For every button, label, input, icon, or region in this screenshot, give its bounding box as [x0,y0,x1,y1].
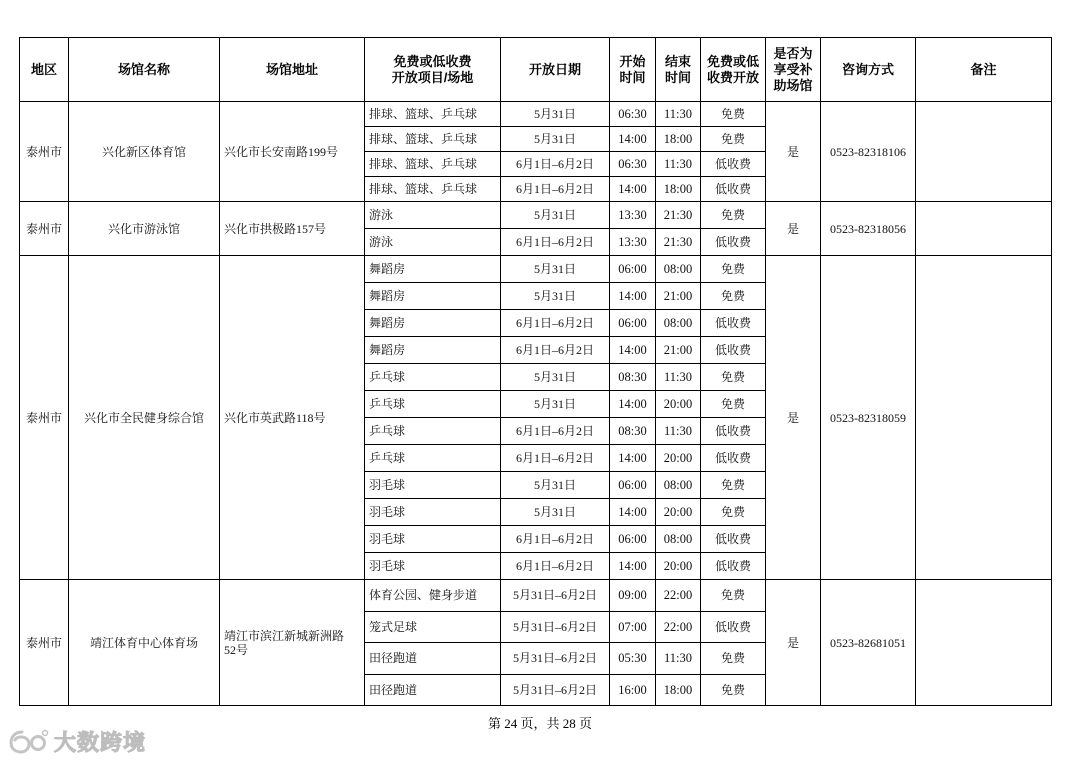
session-fee-type-cell: 低收费 [701,310,766,337]
session-start-time-cell: 14:00 [610,127,656,152]
session-start-time-cell: 07:00 [610,611,656,643]
session-date-cell: 6月1日–6月2日 [501,418,610,445]
venue-name-cell: 靖江体育中心体育场 [69,580,220,706]
contact-cell: 0523-82318106 [821,102,916,202]
session-item-cell: 舞蹈房 [365,337,501,364]
session-fee-type-cell: 免费 [701,256,766,283]
session-fee-type-cell: 免费 [701,364,766,391]
session-end-time-cell: 21:00 [656,283,701,310]
session-start-time-cell: 06:00 [610,526,656,553]
session-date-cell: 6月1日–6月2日 [501,310,610,337]
contact-cell: 0523-82681051 [821,580,916,706]
session-date-cell: 5月31日–6月2日 [501,580,610,612]
session-date-cell: 6月1日–6月2日 [501,337,610,364]
session-start-time-cell: 08:30 [610,364,656,391]
session-item-cell: 乒乓球 [365,364,501,391]
session-date-cell: 5月31日 [501,102,610,127]
venue-group [20,256,1052,580]
session-start-time-cell: 06:00 [610,472,656,499]
table-row [20,580,1052,612]
session-item-cell: 田径跑道 [365,674,501,706]
subsidized-cell: 是 [766,580,821,706]
session-end-time-cell: 08:00 [656,310,701,337]
venue-group [20,102,1052,202]
venue-name-cell: 兴化市游泳馆 [69,202,220,256]
session-date-cell: 6月1日–6月2日 [501,526,610,553]
session-date-cell: 5月31日 [501,283,610,310]
brand-logo-icon [8,728,50,754]
session-item-cell: 舞蹈房 [365,256,501,283]
session-start-time-cell: 14:00 [610,499,656,526]
session-end-time-cell: 22:00 [656,580,701,612]
session-end-time-cell: 11:30 [656,102,701,127]
session-start-time-cell: 05:30 [610,643,656,675]
session-item-cell: 羽毛球 [365,499,501,526]
session-date-cell: 6月1日–6月2日 [501,445,610,472]
table-row [20,202,1052,229]
region-cell: 泰州市 [20,102,69,202]
session-start-time-cell: 14:00 [610,391,656,418]
session-fee-type-cell: 低收费 [701,526,766,553]
header-end-time: 结束 时间 [656,38,701,102]
header-item: 免费或低收费 开放项目/场地 [365,38,501,102]
session-end-time-cell: 11:30 [656,418,701,445]
page-number-footer: 第 24 页，共 28 页 [487,716,592,731]
venue-address-cell: 兴化市英武路118号 [220,256,365,580]
subsidized-cell: 是 [766,256,821,580]
header-subsidized: 是否为 享受补 助场馆 [766,38,821,102]
session-start-time-cell: 14:00 [610,445,656,472]
session-item-cell: 乒乓球 [365,391,501,418]
venue-name-cell: 兴化市全民健身综合馆 [69,256,220,580]
session-start-time-cell: 13:30 [610,229,656,256]
region-cell: 泰州市 [20,256,69,580]
watermark [8,727,146,755]
session-item-cell: 羽毛球 [365,526,501,553]
header-venue-address: 场馆地址 [220,38,365,102]
session-item-cell: 游泳 [365,229,501,256]
header-venue-name: 场馆名称 [69,38,220,102]
session-start-time-cell: 16:00 [610,674,656,706]
session-item-cell: 笼式足球 [365,611,501,643]
session-fee-type-cell: 低收费 [701,229,766,256]
session-start-time-cell: 14:00 [610,553,656,580]
session-end-time-cell: 18:00 [656,127,701,152]
session-start-time-cell: 08:30 [610,418,656,445]
session-item-cell: 游泳 [365,202,501,229]
session-end-time-cell: 20:00 [656,553,701,580]
session-fee-type-cell: 免费 [701,643,766,675]
session-fee-type-cell: 免费 [701,283,766,310]
table-row [20,256,1052,283]
session-item-cell: 田径跑道 [365,643,501,675]
session-end-time-cell: 11:30 [656,152,701,177]
session-end-time-cell: 20:00 [656,499,701,526]
session-fee-type-cell: 免费 [701,102,766,127]
session-end-time-cell: 18:00 [656,674,701,706]
session-fee-type-cell: 低收费 [701,152,766,177]
session-date-cell: 6月1日–6月2日 [501,229,610,256]
table-row [20,102,1052,127]
session-fee-type-cell: 免费 [701,472,766,499]
venue-name-cell: 兴化新区体育馆 [69,102,220,202]
session-end-time-cell: 20:00 [656,445,701,472]
header-fee-type: 免费或低 收费开放 [701,38,766,102]
contact-cell: 0523-82318059 [821,256,916,580]
venue-address-cell: 兴化市拱极路157号 [220,202,365,256]
session-start-time-cell: 06:30 [610,152,656,177]
session-item-cell: 舞蹈房 [365,310,501,337]
session-end-time-cell: 20:00 [656,391,701,418]
venue-address-cell: 兴化市长安南路199号 [220,102,365,202]
session-fee-type-cell: 免费 [701,580,766,612]
session-start-time-cell: 06:00 [610,256,656,283]
session-item-cell: 排球、篮球、乒乓球 [365,177,501,202]
note-cell [916,102,1052,202]
note-cell [916,256,1052,580]
session-fee-type-cell: 免费 [701,391,766,418]
session-fee-type-cell: 低收费 [701,611,766,643]
header-region: 地区 [20,38,69,102]
session-start-time-cell: 14:00 [610,177,656,202]
note-cell [916,202,1052,256]
header-open-date: 开放日期 [501,38,610,102]
watermark-text: 大数跨境 [54,730,147,756]
note-cell [916,580,1052,706]
session-start-time-cell: 14:00 [610,337,656,364]
session-end-time-cell: 08:00 [656,256,701,283]
session-fee-type-cell: 低收费 [701,418,766,445]
session-start-time-cell: 06:30 [610,102,656,127]
session-date-cell: 5月31日–6月2日 [501,674,610,706]
venue-address-cell: 靖江市滨江新城新洲路52号 [220,580,365,706]
session-date-cell: 5月31日–6月2日 [501,611,610,643]
session-fee-type-cell: 免费 [701,127,766,152]
session-start-time-cell: 14:00 [610,283,656,310]
session-end-time-cell: 22:00 [656,611,701,643]
session-date-cell: 5月31日 [501,472,610,499]
subsidized-cell: 是 [766,202,821,256]
session-fee-type-cell: 免费 [701,674,766,706]
region-cell: 泰州市 [20,580,69,706]
session-start-time-cell: 13:30 [610,202,656,229]
session-date-cell: 5月31日 [501,127,610,152]
venue-schedule-table [19,37,1052,706]
header-row [20,38,1052,102]
session-item-cell: 羽毛球 [365,472,501,499]
session-fee-type-cell: 免费 [701,202,766,229]
region-cell: 泰州市 [20,202,69,256]
session-item-cell: 体育公园、健身步道 [365,580,501,612]
session-fee-type-cell: 免费 [701,499,766,526]
session-date-cell: 5月31日–6月2日 [501,643,610,675]
session-end-time-cell: 18:00 [656,177,701,202]
session-date-cell: 6月1日–6月2日 [501,177,610,202]
venue-group [20,202,1052,256]
session-item-cell: 羽毛球 [365,553,501,580]
session-end-time-cell: 11:30 [656,364,701,391]
session-end-time-cell: 08:00 [656,526,701,553]
session-fee-type-cell: 低收费 [701,337,766,364]
session-end-time-cell: 08:00 [656,472,701,499]
session-end-time-cell: 11:30 [656,643,701,675]
header-note: 备注 [916,38,1052,102]
session-item-cell: 排球、篮球、乒乓球 [365,127,501,152]
session-end-time-cell: 21:00 [656,337,701,364]
session-date-cell: 6月1日–6月2日 [501,553,610,580]
session-date-cell: 5月31日 [501,256,610,283]
session-start-time-cell: 09:00 [610,580,656,612]
session-start-time-cell: 06:00 [610,310,656,337]
venue-group [20,580,1052,706]
contact-cell: 0523-82318056 [821,202,916,256]
header-contact: 咨询方式 [821,38,916,102]
session-item-cell: 排球、篮球、乒乓球 [365,152,501,177]
header-start-time: 开始 时间 [610,38,656,102]
session-date-cell: 5月31日 [501,202,610,229]
session-item-cell: 舞蹈房 [365,283,501,310]
subsidized-cell: 是 [766,102,821,202]
session-date-cell: 5月31日 [501,364,610,391]
session-date-cell: 5月31日 [501,499,610,526]
table-header [20,38,1052,102]
session-date-cell: 6月1日–6月2日 [501,152,610,177]
session-item-cell: 乒乓球 [365,418,501,445]
session-fee-type-cell: 低收费 [701,177,766,202]
session-end-time-cell: 21:30 [656,229,701,256]
session-item-cell: 乒乓球 [365,445,501,472]
session-end-time-cell: 21:30 [656,202,701,229]
session-fee-type-cell: 低收费 [701,553,766,580]
session-item-cell: 排球、篮球、乒乓球 [365,102,501,127]
session-fee-type-cell: 低收费 [701,445,766,472]
session-date-cell: 5月31日 [501,391,610,418]
